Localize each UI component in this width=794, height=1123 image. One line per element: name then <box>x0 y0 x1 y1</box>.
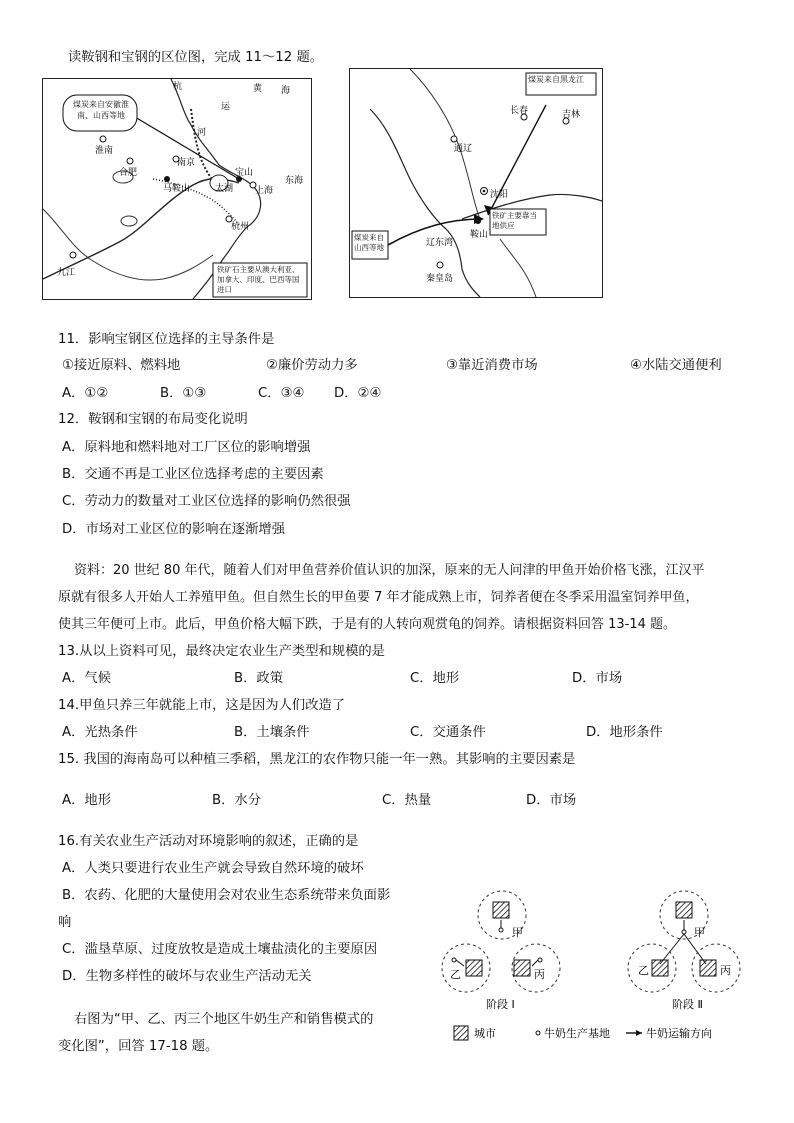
map-ansteel <box>349 68 603 298</box>
label-stage-1: 阶段 Ⅰ <box>486 998 515 1011</box>
q14-option-a[interactable]: A．光热条件 <box>62 725 138 740</box>
label-jilin: 吉林 <box>562 110 581 120</box>
label-yellow: 黄 <box>253 84 263 94</box>
material-line-1: 资料：20 世纪 80 年代，随着人们对甲鱼营养价值认识的加深，原来的无人问津的甲鱼开始价格飞涨，江汉平 <box>74 563 705 578</box>
label-yun: 运 <box>221 102 231 112</box>
q14-stem: 14.甲鱼只养三年就能上市，这是因为人们改造了 <box>58 698 346 713</box>
legend-arrow: 牛奶运输方向 <box>646 1027 712 1040</box>
q11-option-b[interactable]: B．①③ <box>160 386 207 401</box>
label-sea: 海 <box>281 86 291 96</box>
intro-17-18-line-2: 变化图”，回答 17-18 题。 <box>58 1039 219 1054</box>
milk-diagram-drawing <box>430 880 760 1045</box>
q13-option-c[interactable]: C．地形 <box>410 671 460 686</box>
milk-diagram <box>430 880 760 1045</box>
legend-base: 牛奶生产基地 <box>544 1027 610 1040</box>
q15-option-d[interactable]: D．市场 <box>526 793 577 808</box>
q14-option-d[interactable]: D．地形条件 <box>586 725 663 740</box>
label-taihu: 太湖 <box>215 184 234 194</box>
q14-option-c[interactable]: C．交通条件 <box>410 725 486 740</box>
q12-option-d[interactable]: D．市场对工业区位的影响在逐渐增强 <box>62 522 285 537</box>
q14-option-b[interactable]: B．土壤条件 <box>234 725 310 740</box>
q12-stem: 12．鞍钢和宝钢的布局变化说明 <box>58 412 248 427</box>
q16-option-c[interactable]: C．滥垦草原、过度放牧是造成土壤盐渍化的主要原因 <box>62 942 378 957</box>
label-jiujiang: 九江 <box>57 268 76 278</box>
q15-option-a[interactable]: A．地形 <box>62 793 111 808</box>
q16-option-b[interactable]: B．农药、化肥的大量使用会对农业生态系统带来负面影 <box>62 888 391 903</box>
q11-stem: 11．影响宝钢区位选择的主导条件是 <box>58 332 275 347</box>
label-jia-1: 甲 <box>512 926 523 939</box>
material-line-3: 使其三年便可上市。此后，甲鱼价格大幅下跌，于是有的人转向观赏龟的饲养。请根据资料回答 13-14 题。 <box>58 617 677 632</box>
map-ansteel-drawing <box>350 69 602 297</box>
label-hangzhou: 杭州 <box>231 222 250 232</box>
q12-option-c[interactable]: C．劳动力的数量对工业区位选择的影响仍然很强 <box>62 494 351 509</box>
q11-option-a[interactable]: A．①② <box>62 386 109 401</box>
label-tongliao: 通辽 <box>454 144 473 154</box>
map-baosteel <box>42 78 312 300</box>
q12-option-a[interactable]: A．原料地和燃料地对工厂区位的影响增强 <box>62 440 311 455</box>
q12-option-b[interactable]: B．交通不再是工业区位选择考虑的主要因素 <box>62 467 324 482</box>
q15-option-c[interactable]: C．热量 <box>382 793 432 808</box>
q15-stem: 15. 我国的海南岛可以种植三季稻，黑龙江的农作物只能一年一熟。其影响的主要因素是 <box>58 752 576 767</box>
coal-callout-1: 煤炭来自安徽淮南、山西等地 <box>73 100 129 120</box>
label-anshan: 鞍山 <box>470 230 489 240</box>
material-line-2: 原就有很多人开始人工养殖甲鱼。但自然生长的甲鱼要 7 年才能成熟上市，饲养者便在冬季采用温室饲养甲鱼， <box>58 590 699 605</box>
intro-11-12: 读鞍钢和宝钢的区位图，完成 11～12 题。 <box>68 50 324 65</box>
q11-option-d[interactable]: D．②④ <box>334 386 382 401</box>
label-qinhuangdao: 秦皇岛 <box>426 274 454 284</box>
label-he: 河 <box>197 128 207 138</box>
label-maanshan: 马鞍山 <box>163 184 191 194</box>
q11-item-4: ④水陆交通便利 <box>630 358 722 373</box>
q11-item-3: ③靠近消费市场 <box>446 358 538 373</box>
label-yi-2: 乙 <box>638 964 649 977</box>
ore-callout-1: 铁矿石主要从澳大利亚、加拿大、印度、巴西等国进口 <box>217 265 300 294</box>
q11-item-1: ①接近原料、燃料地 <box>62 358 181 373</box>
coal-callout-3: 煤炭来自山西等地 <box>354 233 384 252</box>
label-nanjing: 南京 <box>177 158 196 168</box>
label-shenyang: 沈阳 <box>490 190 509 200</box>
q13-option-d[interactable]: D．市场 <box>572 671 623 686</box>
ore-callout-2: 铁矿主要靠当地供应 <box>492 211 537 230</box>
label-yi-1: 乙 <box>450 968 461 981</box>
label-changchun: 长春 <box>510 106 529 116</box>
label-bing-1: 丙 <box>534 968 545 981</box>
legend-city: 城市 <box>474 1027 496 1040</box>
label-liaodong-bay: 辽东湾 <box>426 238 454 248</box>
q15-option-b[interactable]: B．水分 <box>212 793 262 808</box>
q16-option-b-cont: 响 <box>58 915 72 930</box>
label-stage-2: 阶段 Ⅱ <box>672 998 703 1011</box>
coal-callout-2: 煤炭来自黑龙江 <box>528 75 584 84</box>
label-bing-2: 丙 <box>720 964 731 977</box>
q11-option-c[interactable]: C．③④ <box>258 386 305 401</box>
q11-item-2: ②廉价劳动力多 <box>266 358 358 373</box>
q13-option-a[interactable]: A．气候 <box>62 671 111 686</box>
label-hefei: 合肥 <box>119 168 138 178</box>
q16-stem: 16.有关农业生产活动对环境影响的叙述，正确的是 <box>58 834 359 849</box>
label-jia-2: 甲 <box>694 926 705 939</box>
label-shanghai: 上海 <box>255 186 274 196</box>
q16-option-d[interactable]: D．生物多样性的破坏与农业生产活动无关 <box>62 969 312 984</box>
intro-17-18-line-1: 右图为“甲、乙、丙三个地区牛奶生产和销售模式的 <box>74 1012 374 1027</box>
q13-stem: 13.从以上资料可见，最终决定农业生产类型和规模的是 <box>58 644 385 659</box>
q16-option-a[interactable]: A．人类只要进行农业生产就会导致自然环境的破坏 <box>62 861 364 876</box>
label-east-sea: 东海 <box>285 176 304 186</box>
label-baoshan: 宝山 <box>235 168 254 178</box>
q13-option-b[interactable]: B．政策 <box>234 671 284 686</box>
label-hang: 杭 <box>173 82 183 92</box>
label-huainan: 淮南 <box>95 146 114 156</box>
